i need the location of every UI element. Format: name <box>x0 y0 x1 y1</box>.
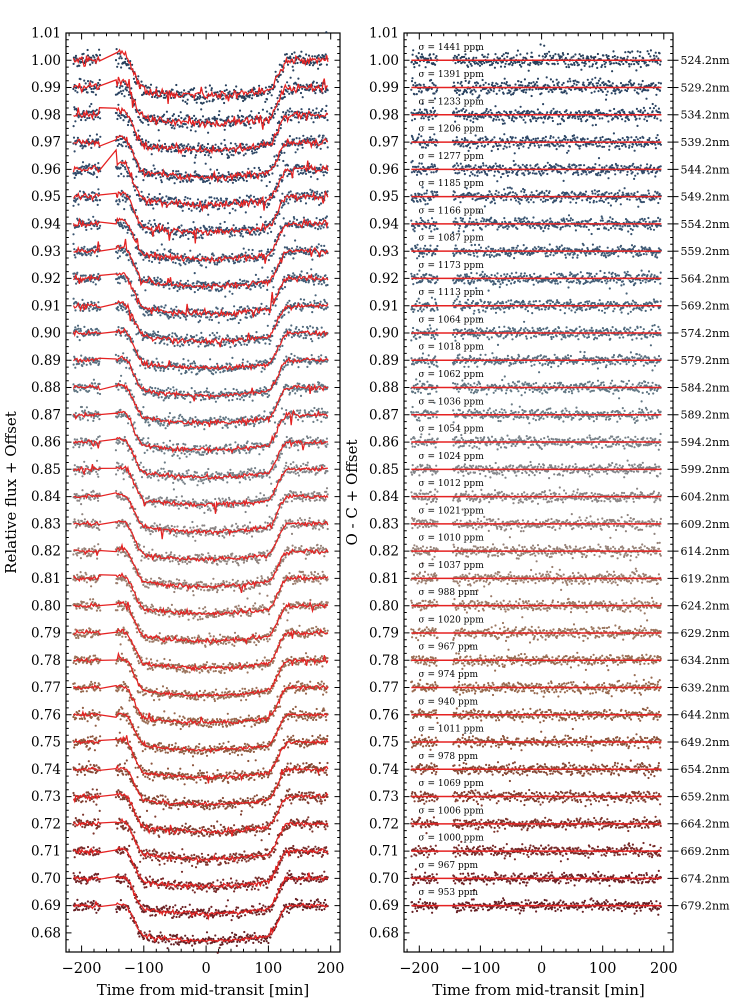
y-tick-label: 0.96 <box>30 161 61 178</box>
y-tick-label: 0.84 <box>30 489 61 506</box>
y-tick-label: 0.96 <box>368 161 399 178</box>
y-tick-label: 0.69 <box>30 898 61 915</box>
sigma-annotation: σ = 1064 ppm <box>418 315 484 326</box>
wavelength-label: 564.2nm <box>680 272 730 286</box>
y-tick-label: 0.88 <box>368 380 399 397</box>
y-tick-label: 0.95 <box>30 189 61 206</box>
y-tick-label: 0.97 <box>30 134 61 151</box>
wavelength-label: 649.2nm <box>680 735 730 749</box>
sigma-annotation: σ = 1173 ppm <box>418 260 484 271</box>
sigma-annotation: σ = 1087 ppm <box>418 233 484 244</box>
wavelength-label: 589.2nm <box>680 408 730 422</box>
y-tick-label: 0.79 <box>368 625 399 642</box>
y-tick-label: 0.92 <box>368 271 399 288</box>
y-tick-label: 0.82 <box>30 543 61 560</box>
y-tick-label: 0.79 <box>30 625 61 642</box>
x-tick-label: 0 <box>536 961 547 977</box>
sigma-annotation: σ = 1062 ppm <box>418 370 484 381</box>
wavelength-label: 614.2nm <box>680 545 730 559</box>
sigma-annotation: σ = 974 ppm <box>418 669 479 680</box>
sigma-annotation: σ = 1010 ppm <box>418 533 484 544</box>
wavelength-label: 544.2nm <box>680 163 730 177</box>
y-tick-label: 0.99 <box>30 80 61 97</box>
y-tick-label: 0.99 <box>368 80 399 97</box>
y-tick-label: 0.91 <box>30 298 61 315</box>
y-tick-label: 0.69 <box>368 898 399 915</box>
x-tick-label: 100 <box>588 961 617 977</box>
y-tick-label: 0.71 <box>368 843 399 860</box>
sigma-annotation: σ = 1113 ppm <box>418 288 484 299</box>
y-tick-label: 0.71 <box>30 843 61 860</box>
wavelength-label: 569.2nm <box>680 299 730 313</box>
y-tick-label: 0.75 <box>368 734 399 751</box>
wavelength-label: 629.2nm <box>680 626 730 640</box>
y-tick-label: 0.78 <box>368 652 399 669</box>
y-tick-label: 0.86 <box>368 434 399 451</box>
sigma-annotation: σ = 1233 ppm <box>418 97 484 108</box>
y-tick-label: 0.98 <box>368 107 399 124</box>
x-tick-label: −100 <box>460 961 501 977</box>
sigma-annotation: σ = 1012 ppm <box>418 479 484 490</box>
y-axis-title: Relative flux + Offset <box>2 411 20 574</box>
y-tick-label: 0.93 <box>30 243 61 260</box>
sigma-annotation: σ = 1000 ppm <box>418 833 484 844</box>
y-tick-label: 1.00 <box>30 52 61 69</box>
y-tick-label: 0.73 <box>368 789 399 806</box>
y-tick-label: 0.78 <box>30 652 61 669</box>
wavelength-label: 609.2nm <box>680 517 730 531</box>
wavelength-label: 534.2nm <box>680 108 730 122</box>
wavelength-label: 574.2nm <box>680 326 730 340</box>
sigma-annotation: σ = 1391 ppm <box>418 70 484 81</box>
y-tick-label: 0.93 <box>368 243 399 260</box>
y-tick-label: 0.87 <box>30 407 61 424</box>
x-tick-label: 200 <box>316 961 345 977</box>
wavelength-label: 634.2nm <box>680 654 730 668</box>
sigma-annotation: σ = 1006 ppm <box>418 806 484 817</box>
y-tick-label: 0.94 <box>30 216 61 233</box>
wavelength-label: 664.2nm <box>680 817 730 831</box>
y-tick-label: 1.00 <box>368 52 399 69</box>
y-tick-label: 0.74 <box>30 761 61 778</box>
sigma-annotation: σ = 1024 ppm <box>418 451 484 462</box>
wavelength-label: 594.2nm <box>680 435 730 449</box>
sigma-annotation: σ = 1037 ppm <box>418 560 484 571</box>
sigma-annotation: σ = 1206 ppm <box>418 124 484 135</box>
y-tick-label: 0.95 <box>368 189 399 206</box>
y-tick-label: 0.85 <box>368 461 399 478</box>
y-tick-label: 0.80 <box>30 598 61 615</box>
y-tick-label: 0.72 <box>368 816 399 833</box>
wavelength-label: 644.2nm <box>680 708 730 722</box>
y-tick-label: 1.01 <box>30 25 61 42</box>
x-tick-label: −200 <box>61 961 102 977</box>
sigma-annotation: σ = 1011 ppm <box>418 724 484 735</box>
wavelength-label: 539.2nm <box>680 135 730 149</box>
y-tick-label: 0.70 <box>30 870 61 887</box>
wavelength-label: 599.2nm <box>680 463 730 477</box>
y-tick-label: 0.81 <box>368 571 399 588</box>
y-tick-label: 0.68 <box>30 925 61 942</box>
y-tick-label: 0.91 <box>368 298 399 315</box>
wavelength-label: 619.2nm <box>680 572 730 586</box>
sigma-annotation: σ = 1020 ppm <box>418 615 484 626</box>
y-axis-title: O - C + Offset <box>343 439 361 546</box>
y-tick-label: 0.76 <box>30 707 61 724</box>
y-tick-label: 0.70 <box>368 870 399 887</box>
sigma-annotation: σ = 953 ppm <box>418 888 479 899</box>
wavelength-label: 604.2nm <box>680 490 730 504</box>
wavelength-label: 529.2nm <box>680 81 730 95</box>
sigma-annotation: σ = 967 ppm <box>418 860 479 871</box>
x-axis-title: Time from mid-transit [min] <box>96 981 310 999</box>
sigma-annotation: σ = 988 ppm <box>418 588 479 599</box>
wavelength-label: 659.2nm <box>680 790 730 804</box>
x-tick-label: 200 <box>649 961 678 977</box>
wavelength-label: 654.2nm <box>680 763 730 777</box>
sigma-annotation: σ = 1166 ppm <box>418 206 484 217</box>
y-tick-label: 0.90 <box>368 325 399 342</box>
y-tick-label: 0.87 <box>368 407 399 424</box>
sigma-annotation: σ = 1441 ppm <box>418 42 484 53</box>
y-tick-label: 1.01 <box>368 25 399 42</box>
wavelength-label: 554.2nm <box>680 217 730 231</box>
wavelength-label: 579.2nm <box>680 354 730 368</box>
wavelength-label: 559.2nm <box>680 245 730 259</box>
x-tick-label: 100 <box>254 961 283 977</box>
y-tick-label: 0.84 <box>368 489 399 506</box>
y-tick-label: 0.92 <box>30 271 61 288</box>
sigma-annotation: σ = 1021 ppm <box>418 506 484 517</box>
y-tick-label: 0.80 <box>368 598 399 615</box>
y-tick-label: 0.86 <box>30 434 61 451</box>
y-tick-label: 0.97 <box>368 134 399 151</box>
wavelength-label: 624.2nm <box>680 599 730 613</box>
y-tick-label: 0.68 <box>368 925 399 942</box>
y-tick-label: 0.89 <box>30 352 61 369</box>
wavelength-label: 584.2nm <box>680 381 730 395</box>
y-tick-label: 0.75 <box>30 734 61 751</box>
y-tick-label: 0.90 <box>30 325 61 342</box>
y-tick-label: 0.89 <box>368 352 399 369</box>
y-tick-label: 0.77 <box>30 680 61 697</box>
sigma-annotation: σ = 1036 ppm <box>418 397 484 408</box>
y-tick-label: 0.76 <box>368 707 399 724</box>
y-tick-label: 0.88 <box>30 380 61 397</box>
wavelength-label: 524.2nm <box>680 54 730 68</box>
y-tick-label: 0.98 <box>30 107 61 124</box>
sigma-annotation: σ = 940 ppm <box>418 697 479 708</box>
y-tick-label: 0.73 <box>30 789 61 806</box>
wavelength-label: 639.2nm <box>680 681 730 695</box>
sigma-annotation: σ = 967 ppm <box>418 642 479 653</box>
y-tick-label: 0.74 <box>368 761 399 778</box>
y-tick-label: 0.83 <box>368 516 399 533</box>
x-axis-title: Time from mid-transit [min] <box>432 981 645 999</box>
y-tick-label: 0.94 <box>368 216 399 233</box>
y-tick-label: 0.77 <box>368 680 399 697</box>
x-tick-label: −100 <box>123 961 164 977</box>
y-tick-label: 0.85 <box>30 461 61 478</box>
y-tick-label: 0.83 <box>30 516 61 533</box>
x-tick-label: −200 <box>399 961 440 977</box>
sigma-annotation: σ = 1054 ppm <box>418 424 484 435</box>
y-tick-label: 0.82 <box>368 543 399 560</box>
wavelength-label: 549.2nm <box>680 190 730 204</box>
wavelength-label: 679.2nm <box>680 899 730 913</box>
sigma-annotation: σ = 1185 ppm <box>418 179 484 190</box>
wavelength-label: 669.2nm <box>680 845 730 859</box>
sigma-annotation: σ = 1018 ppm <box>418 342 484 353</box>
y-tick-label: 0.81 <box>30 571 61 588</box>
y-tick-label: 0.72 <box>30 816 61 833</box>
wavelength-label: 674.2nm <box>680 872 730 886</box>
x-tick-label: 0 <box>201 961 211 977</box>
sigma-annotation: σ = 1277 ppm <box>418 151 484 162</box>
sigma-annotation: σ = 1069 ppm <box>418 779 484 790</box>
sigma-annotation: σ = 978 ppm <box>418 751 479 762</box>
